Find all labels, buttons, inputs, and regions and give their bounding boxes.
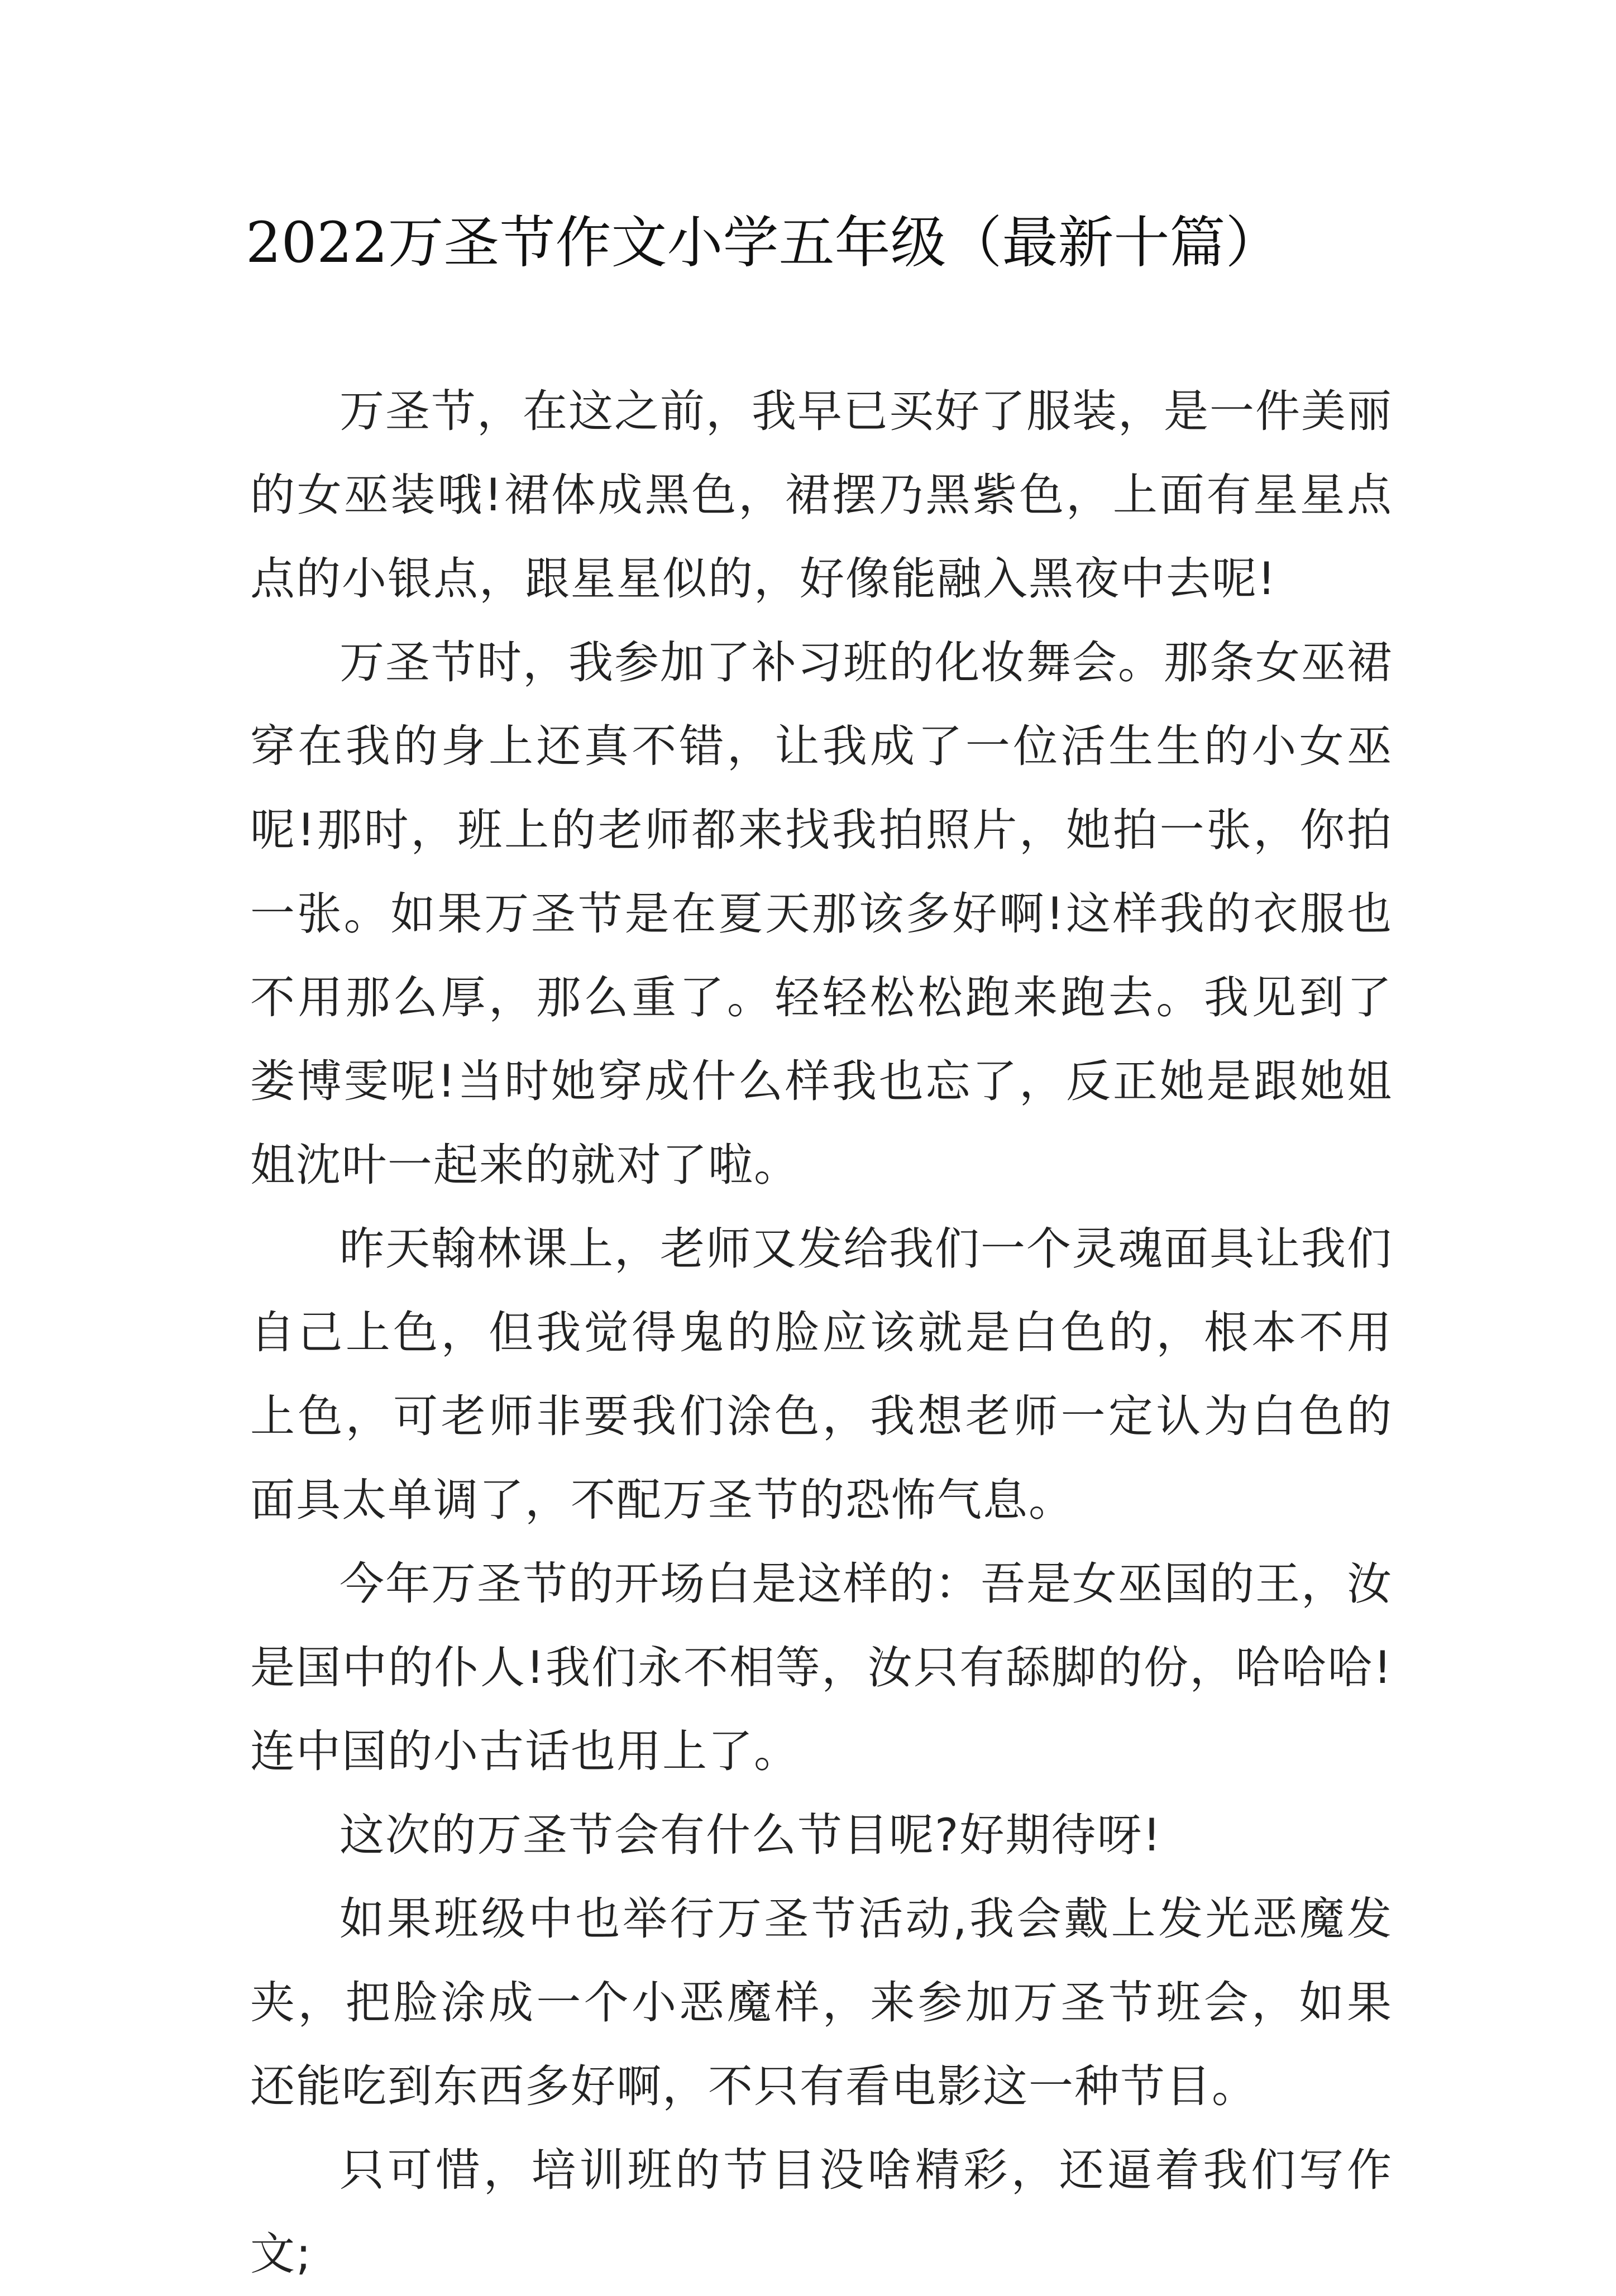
document-title: 2022万圣节作文小学五年级（最新十篇）: [246, 210, 1282, 275]
document-body: [250, 370, 1393, 2296]
paragraph: 如果班级中也举行万圣节活动,我会戴上发光恶魔发夹，把脸涂成一个小恶魔样，来参加万圣节班会，如果还能吃到东西多好啊，不只有看电影这一种节目。: [250, 1893, 1393, 2112]
paragraph: 昨天翰林课上，老师又发给我们一个灵魂面具让我们自己上色，但我觉得鬼的脸应该就是白色的，根本不用上色，可老师非要我们涂色，我想老师一定认为白色的面具太单调了，不配万圣节的恐怖气息。: [250, 1223, 1393, 1526]
paragraph: 万圣节时，我参加了补习班的化妆舞会。那条女巫裙穿在我的身上还真不错，让我成了一位活生生的小女巫呢!那时，班上的老师都来找我拍照片，她拍一张，你拍一张。如果万圣节是在夏天那该多好啊!这样我的衣服也不用那么厚，那么重了。轻轻松松跑来跑去。我见到了娄博雯呢!当时她穿成什么样我也忘了，反正她是跟她姐姐沈叶一起来的就对了啦。: [250, 637, 1393, 1191]
paragraph: 只可惜，培训班的节目没啥精彩，还逼着我们写作文;: [250, 2144, 1393, 2280]
paragraph: 这次的万圣节会有什么节目呢?好期待呀!: [340, 1809, 1162, 1861]
paragraph: 万圣节，在这之前，我早已买好了服装，是一件美丽的女巫装哦!裙体成黑色，裙摆乃黑紫色，上面有星星点点的小银点，跟星星似的，好像能融入黑夜中去呢!: [250, 385, 1393, 605]
paragraph: 今年万圣节的开场白是这样的：吾是女巫国的王，汝是国中的仆人!我们永不相等，汝只有舔脚的份，哈哈哈!连中国的小古话也用上了。: [250, 1558, 1393, 1777]
